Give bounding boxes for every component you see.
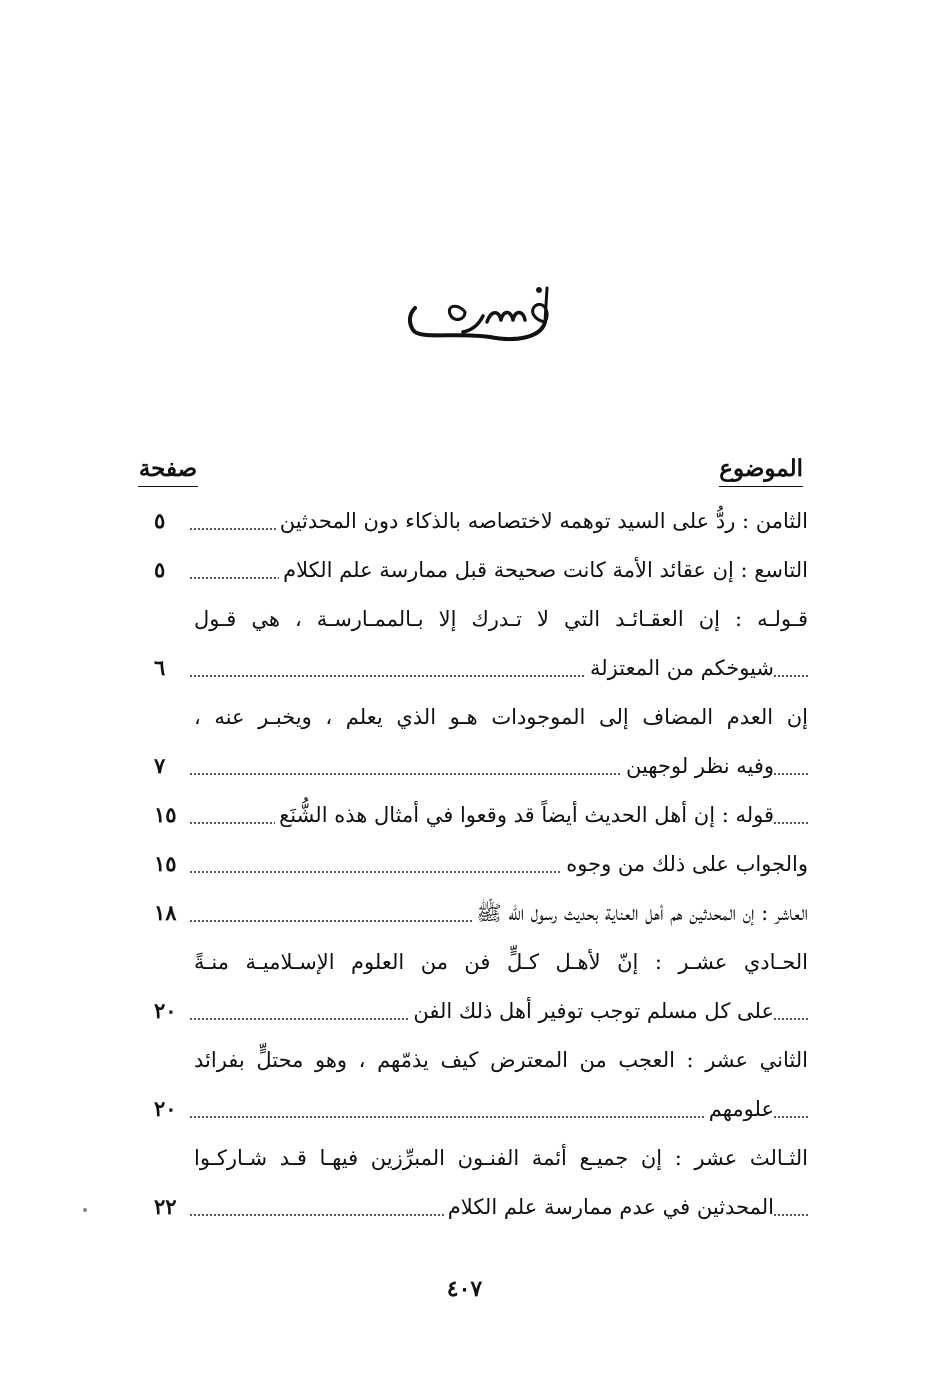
scan-speck: [83, 1208, 87, 1212]
index-entry: [150, 990, 808, 1039]
entry-page-number: ٢٠: [154, 998, 177, 1023]
index-entry: [150, 1137, 808, 1186]
index-entry: [150, 794, 808, 843]
entry-text: المحدثين في عدم ممارسة علم الكلام: [444, 1192, 774, 1222]
page-column-heading: صفحة: [138, 455, 198, 487]
entry-page-number: ٥: [154, 557, 166, 582]
entry-page-number: ١٥: [154, 851, 177, 876]
index-entries: [150, 500, 808, 1235]
index-entry: [150, 1186, 808, 1235]
index-entry: [150, 1088, 808, 1137]
entry-text: الثـالث عشر : إن جميـع أئمة الفنـون المبرِّزين فيهـا قـد شـاركـوا: [190, 1143, 808, 1173]
entry-text: وفيه نظر لوجهين: [622, 751, 774, 781]
index-entry: [150, 500, 808, 549]
entry-page-number: ١٥: [154, 802, 177, 827]
topic-column-heading: الموضوع: [719, 455, 803, 487]
entry-text: شيوخكم من المعتزلة: [586, 653, 774, 683]
index-header: [138, 455, 808, 499]
index-entry: [150, 843, 808, 892]
entry-text: على كل مسلم توجب توفير أهل ذلك الفن: [409, 996, 774, 1026]
index-entry: [150, 892, 808, 941]
entry-text: والجواب على ذلك من وجوه: [562, 849, 808, 879]
entry-page-number: ٢٠: [154, 1096, 177, 1121]
entry-text: التاسع : إن عقائد الأمة كانت صحيحة قبل ممارسة علم الكلام: [279, 555, 808, 585]
index-title-calligraphy: [395, 282, 555, 352]
entry-text: إن العدم المضاف إلى الموجودات هـو الذي يعلم ، ويخبـر عنه ،: [190, 702, 808, 732]
entry-page-number: ١٨: [154, 900, 177, 925]
index-entry: [150, 941, 808, 990]
entry-text: علومهم: [705, 1094, 774, 1124]
entry-page-number: ٢٢: [154, 1194, 177, 1219]
index-entry: [150, 549, 808, 598]
index-entry: [150, 647, 808, 696]
index-entry: [150, 1039, 808, 1088]
entry-page-number: ٥: [154, 508, 166, 533]
entry-page-number: ٧: [154, 753, 166, 778]
entry-text: قـولـه : إن العقـائـد التي لا تـدرك إلا بـالممـارسـة ، هي قـول: [190, 604, 808, 634]
entry-text: قوله : إن أهل الحديث أيضاً قد وقعوا في أمثال هذه الشُّنَع: [275, 800, 774, 830]
entry-text: العاشر : إن المحدثين هم أهل العناية بحديث رسول الله ﷺ: [472, 898, 808, 928]
entry-text: الثامن : ردُّ على السيد توهمه لاختصاصه بالذكاء دون المحدثين: [276, 506, 808, 536]
index-entry: [150, 745, 808, 794]
page-number: ٤٠٧: [446, 1276, 483, 1302]
index-entry: [150, 696, 808, 745]
entry-text: الحـادي عشـر : إنّ لأهـل كـلٍّ فن من العلوم الإسـلاميـة منـةً: [190, 947, 808, 977]
entry-page-number: ٦: [154, 655, 166, 680]
entry-text: الثاني عشر : العجب من المعترض كيف يذمّهم ، وهو محتلٍّ بفرائد: [190, 1045, 808, 1075]
index-entry: [150, 598, 808, 647]
